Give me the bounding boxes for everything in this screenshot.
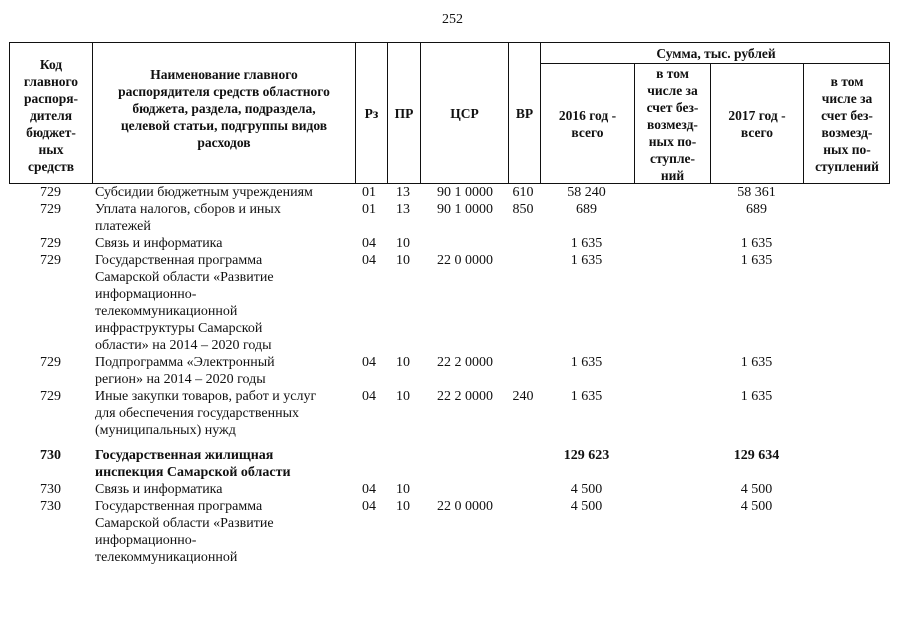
row-2016-total: 4 500 — [570, 499, 603, 514]
row-vr: 610 — [512, 185, 534, 200]
row-name: Государственная программа Самарской области «Развитие информационно- телекоммуникационной инфраструктуры Самарской области» на 2014 – 2020 годы — [95, 253, 274, 353]
row-2017-total: 58 361 — [737, 185, 776, 200]
row-rz: 04 — [362, 236, 376, 251]
header-code: Код главного распоря- дителя бюджет- ных средств — [23, 56, 79, 174]
row-name: Связь и информатика — [95, 236, 223, 251]
row-pr: 13 — [396, 202, 410, 217]
row-2017-total: 129 634 — [733, 448, 780, 463]
row-pr: 10 — [396, 499, 410, 514]
row-rz: 04 — [362, 253, 376, 268]
row-name: Уплата налогов, сборов и иных платежей — [95, 202, 281, 234]
row-2017-total: 689 — [746, 202, 767, 217]
row-code: 730 — [40, 499, 61, 514]
header-2017-total: 2017 год - всего — [728, 108, 786, 140]
row-rz: 01 — [362, 185, 376, 200]
row-2017-total: 1 635 — [740, 389, 773, 404]
row-name: Иные закупки товаров, работ и услуг для обеспечения государственных (муниципальных) нужд — [95, 389, 317, 438]
header-vr: ВР — [515, 105, 534, 121]
row-pr: 10 — [396, 482, 410, 497]
page-number: 252 — [442, 12, 463, 27]
row-code: 729 — [40, 253, 61, 268]
row-pr: 10 — [396, 389, 410, 404]
header-2016-total: 2016 год - всего — [558, 108, 617, 140]
row-csr: 22 0 0000 — [437, 253, 493, 268]
row-2016-total: 1 635 — [570, 253, 603, 268]
row-2016-total: 129 623 — [563, 448, 610, 463]
row-rz: 04 — [362, 499, 376, 514]
row-code: 729 — [40, 236, 61, 251]
header-csr: ЦСР — [450, 105, 479, 121]
row-vr: 240 — [512, 389, 534, 404]
row-csr: 90 1 0000 — [437, 185, 493, 200]
row-2016-total: 1 635 — [570, 236, 603, 251]
row-2017-total: 1 635 — [740, 253, 773, 268]
row-name: Субсидии бюджетным учреждениям — [95, 185, 313, 200]
row-code: 729 — [40, 389, 61, 404]
row-2017-total: 1 635 — [740, 355, 773, 370]
header-2017-gratuitous: в том числе за счет без- возмезд- ных по- ступлений — [815, 74, 879, 174]
header-rz: Рз — [364, 105, 379, 121]
row-2016-total: 4 500 — [570, 482, 603, 497]
row-pr: 10 — [396, 253, 410, 268]
row-rz: 04 — [362, 389, 376, 404]
header-name: Наименование главного распорядителя средств областного бюджета, раздела, подраздела, целевой статьи, подгруппы видов расходов — [118, 66, 330, 150]
row-rz: 04 — [362, 355, 376, 370]
row-2017-total: 4 500 — [740, 482, 773, 497]
row-csr: 22 2 0000 — [437, 389, 493, 404]
row-pr: 10 — [396, 355, 410, 370]
row-csr: 90 1 0000 — [437, 202, 493, 217]
row-pr: 13 — [396, 185, 410, 200]
row-code: 729 — [40, 355, 61, 370]
row-2016-total: 689 — [576, 202, 597, 217]
header-pr: ПР — [394, 105, 414, 121]
row-pr: 10 — [396, 236, 410, 251]
table-header — [9, 42, 890, 184]
row-name: Подпрограмма «Электронный регион» на 2014 – 2020 годы — [95, 355, 275, 387]
row-code: 729 — [40, 185, 61, 200]
row-csr: 22 2 0000 — [437, 355, 493, 370]
row-2016-total: 58 240 — [567, 185, 606, 200]
row-2016-total: 1 635 — [570, 355, 603, 370]
row-name: Государственная программа Самарской области «Развитие информационно- телекоммуникационной — [95, 499, 274, 565]
header-2016-gratuitous: в том числе за счет без- возмезд- ных по- ступле- ний — [646, 65, 699, 183]
row-rz: 01 — [362, 202, 376, 217]
row-code: 730 — [40, 448, 61, 463]
row-code: 729 — [40, 202, 61, 217]
header-sum: Сумма, тыс. рублей — [656, 45, 776, 61]
row-vr: 850 — [512, 202, 534, 217]
row-rz: 04 — [362, 482, 376, 497]
row-name: Связь и информатика — [95, 482, 223, 497]
row-name: Государственная жилищная инспекция Самарской области — [95, 448, 291, 480]
row-code: 730 — [40, 482, 61, 497]
row-2017-total: 4 500 — [740, 499, 773, 514]
row-2016-total: 1 635 — [570, 389, 603, 404]
row-2017-total: 1 635 — [740, 236, 773, 251]
row-csr: 22 0 0000 — [437, 499, 493, 514]
